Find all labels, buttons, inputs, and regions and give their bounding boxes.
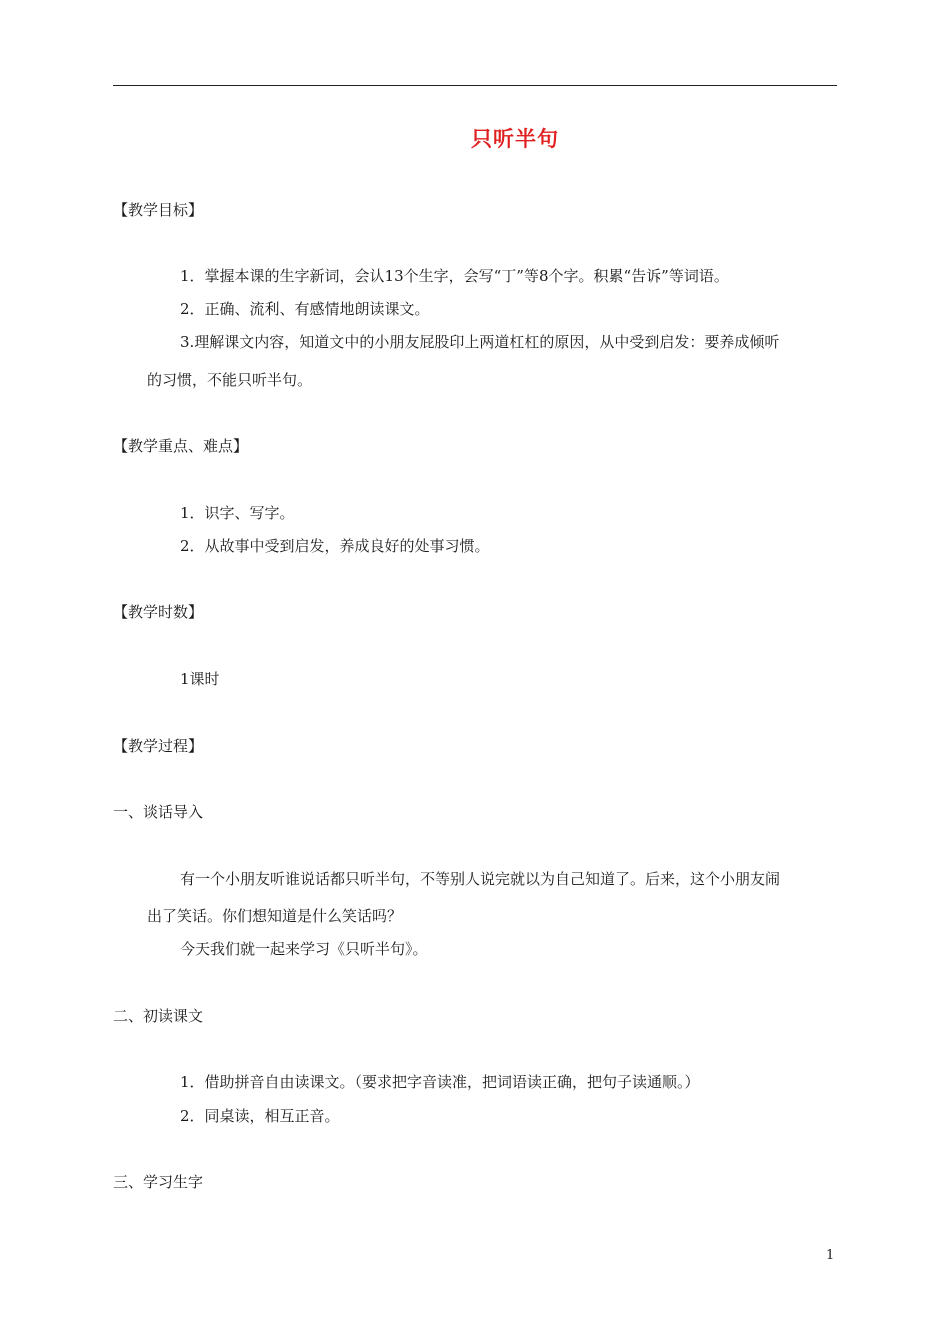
objective-item-3-line-1: 3.理解课文内容，知道文中的小朋友屁股印上两道杠杠的原因，从中受到启发：要养成倾听: [180, 333, 780, 351]
hours-value: 1课时: [180, 670, 220, 688]
document-title: 只听半句: [471, 127, 559, 151]
key-point-item-2: 2．从故事中受到启发，养成良好的处事习惯。: [180, 537, 490, 555]
section-2-item-1: 1．借助拼音自由读课文。（要求把字音读准，把词语读正确，把句子读通顺。）: [180, 1073, 700, 1091]
section-2-title: 二、初读课文: [113, 1007, 204, 1025]
section-2-item-2: 2．同桌读，相互正音。: [180, 1107, 340, 1125]
page-number: 1: [826, 1248, 835, 1263]
header-rule: [113, 85, 837, 86]
section-1-title: 一、谈话导入: [113, 803, 204, 821]
heading-hours: 【教学时数】: [113, 603, 204, 621]
objective-item-1: 1．掌握本课的生字新词，会认13个生字，会写“丁”等8个字。积累“告诉”等词语。: [180, 267, 729, 285]
section-1-para-2: 今天我们就一起来学习《只听半句》。: [180, 940, 428, 958]
section-1-para-1-line-2: 出了笑话。你们想知道是什么笑话吗？: [147, 907, 403, 925]
section-3-title: 三、学习生字: [113, 1173, 204, 1191]
objective-item-3-line-2: 的习惯，不能只听半句。: [147, 371, 313, 389]
key-point-item-1: 1．识字、写字。: [180, 504, 295, 522]
heading-objectives: 【教学目标】: [113, 201, 204, 219]
objective-item-2: 2．正确、流利、有感情地朗读课文。: [180, 300, 430, 318]
heading-process: 【教学过程】: [113, 737, 204, 755]
section-1-para-1-line-1: 有一个小朋友听谁说话都只听半句，不等别人说完就以为自己知道了。后来，这个小朋友闹: [180, 870, 781, 888]
heading-key-points: 【教学重点、难点】: [113, 437, 249, 455]
